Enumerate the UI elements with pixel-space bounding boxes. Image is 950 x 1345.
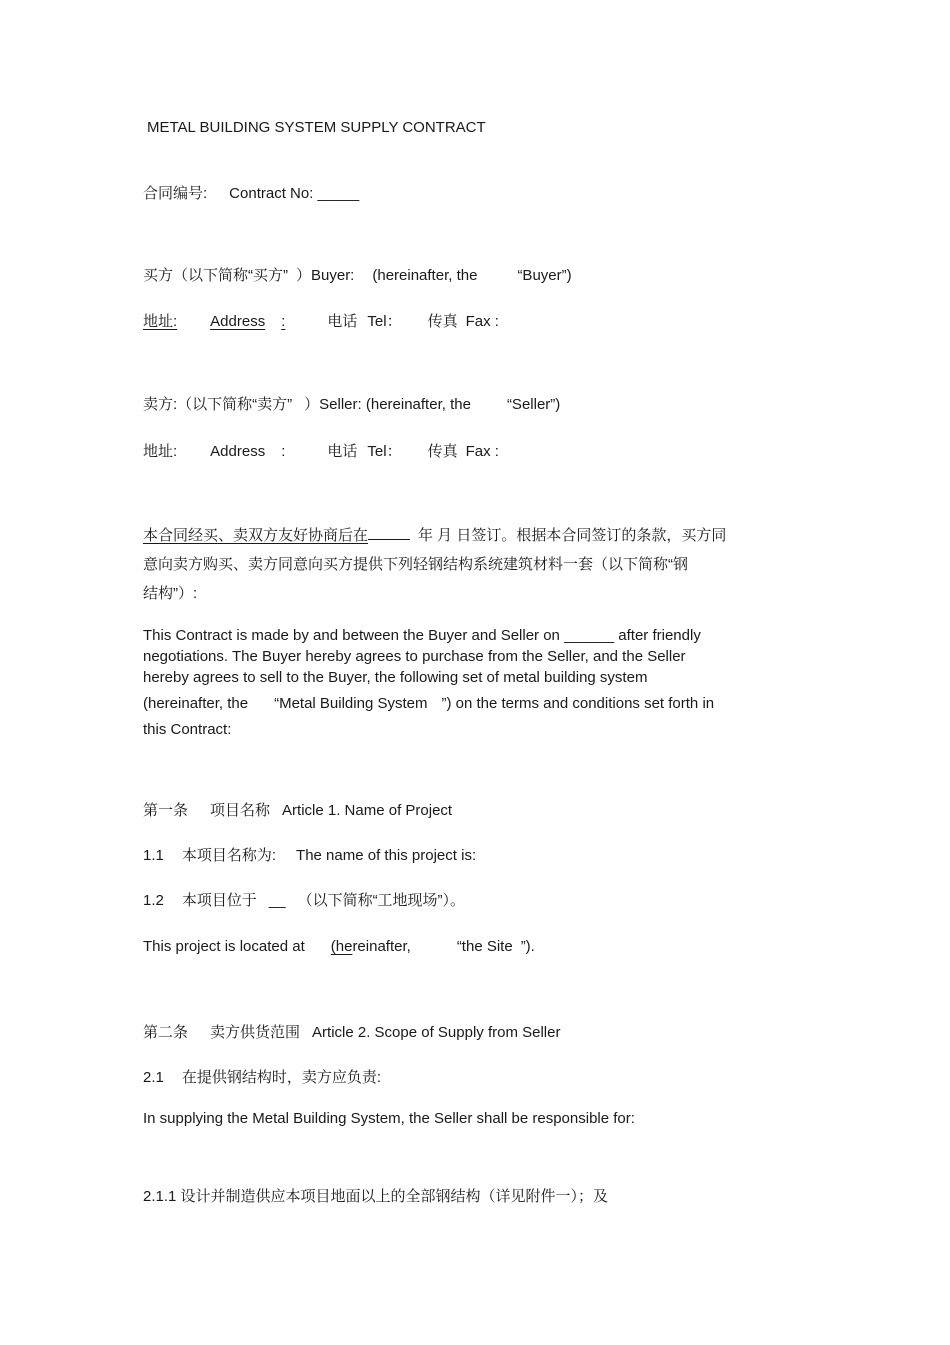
seller-fax-en: Fax :: [465, 443, 499, 460]
section-1-2-cn: 1.2 本项目位于 __ （以下简称“工地现场”）。: [143, 892, 466, 909]
seller-tel-cn: 电话: [327, 443, 358, 460]
buyer-label-cn: 买方（以下简称“买方”: [143, 267, 288, 284]
seller-label-cn: 卖方:（以下简称“卖方”: [143, 396, 293, 413]
intro-en-line-4: (hereinafter, the “Metal Building System ”) on the terms and conditions set forth in: [143, 695, 715, 712]
buyer-address-label: 地址: Address :: [143, 313, 286, 330]
intro-cn-line-2: 意向卖方购买、卖方同意向买方提供下列轻钢结构系统建筑材料一套（以下简称“钢: [143, 556, 688, 573]
section-1-1: 1.1 本项目名称为: The name of this project is:: [143, 847, 477, 864]
buyer-label-en: ）Buyer:: [296, 267, 355, 284]
contract-number-label-cn: 合同编号:: [143, 185, 208, 202]
seller-address-en: Address: [210, 443, 266, 460]
buyer-tel-en: Tel：: [367, 313, 402, 330]
intro-cn-line-3: 结构”）:: [143, 585, 198, 602]
intro-en-line-3: hereby agrees to sell to the Buyer, the following set of metal building system: [143, 669, 648, 686]
seller-tel-en: Tel：: [367, 443, 402, 460]
seller-quote: “Seller”): [506, 396, 561, 413]
intro-en-line-2: negotiations. The Buyer hereby agrees to purchase from the Seller, and the Seller: [143, 648, 686, 665]
buyer-fax-en: Fax :: [465, 313, 499, 330]
contract-number-label-en: Contract No: _____: [229, 185, 360, 202]
seller-line: [143, 395, 560, 415]
intro-en-line-1: This Contract is made by and between the Buyer and Seller on ______ after friendly: [143, 627, 701, 644]
buyer-fax-cn: 传真: [427, 313, 458, 330]
section-2-1-en: In supplying the Metal Building System, the Seller shall be responsible for:: [143, 1110, 635, 1127]
buyer-hereinafter: (hereinafter, the: [372, 267, 478, 284]
seller-fax-cn: 传真: [427, 443, 458, 460]
seller-contact-line: 地址: Address : 电话 Tel： 传真 Fax :: [143, 443, 499, 460]
intro-en-line-5: this Contract:: [143, 721, 232, 738]
seller-address-cn: 地址:: [143, 443, 178, 460]
section-1-2-en: This project is located at (hereinafter, “the Site ”).: [143, 938, 535, 955]
buyer-contact-line: [143, 312, 499, 332]
intro-cn-line-1: 本合同经买、卖双方友好协商后在 年 月 日签订。根据本合同签订的条款，买方同: [143, 527, 727, 544]
contract-number-line: [143, 184, 359, 204]
article-1-heading: 第一条 项目名称 Article 1. Name of Project: [143, 802, 453, 819]
document-title: METAL BUILDING SYSTEM SUPPLY CONTRACT: [147, 119, 486, 136]
buyer-tel-cn: 电话: [327, 313, 358, 330]
buyer-line: [143, 266, 572, 286]
section-2-1-cn: 2.1 在提供钢结构时，卖方应负责:: [143, 1069, 382, 1086]
article-2-heading: 第二条 卖方供货范围 Article 2. Scope of Supply from Seller: [143, 1024, 561, 1041]
section-2-1-1: 2.1.1 设计并制造供应本项目地面以上的全部钢结构（详见附件一）；及: [143, 1188, 609, 1205]
buyer-quote: “Buyer”): [517, 267, 572, 284]
seller-label-en: ）Seller: (hereinafter, the: [304, 396, 471, 413]
